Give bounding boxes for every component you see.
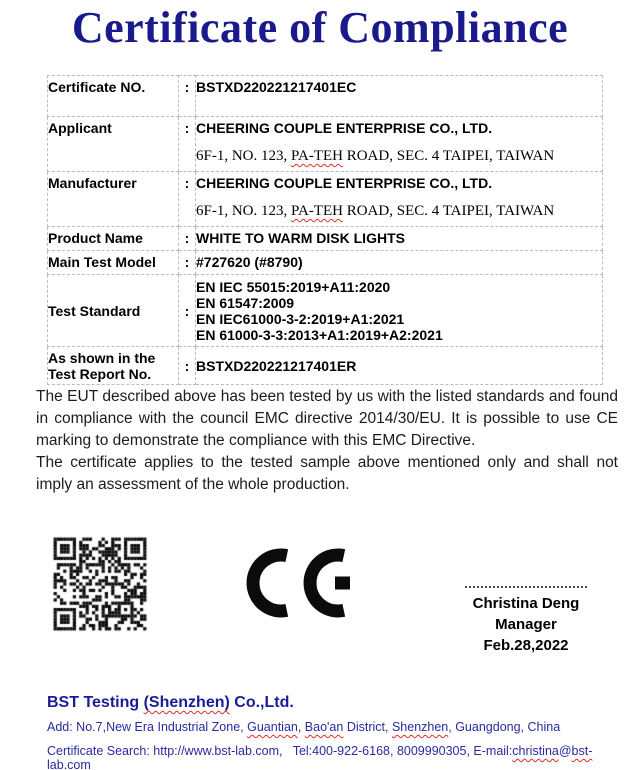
table-row-manufacturer <box>48 172 603 227</box>
text-segment: , <box>297 720 305 734</box>
value-line <box>196 254 602 270</box>
row-colon: : <box>179 172 196 227</box>
row-label: Product Name <box>48 227 179 251</box>
signatory-name: Christina Deng <box>472 595 580 612</box>
text-segment: CHEERING COUPLE ENTERPRISE CO., LTD. <box>196 120 493 136</box>
signature-line <box>465 586 587 588</box>
value-line <box>196 230 602 246</box>
footer <box>47 694 607 770</box>
row-colon: : <box>179 275 196 347</box>
text-segment: EN 61547:2009 <box>196 295 295 311</box>
text-segment: EN 61000-3-3:2013+A1:2019+A2:2021 <box>196 327 443 343</box>
value-line <box>196 120 602 136</box>
signature-date: Feb.28,2022 <box>483 637 569 654</box>
row-label: Manufacturer <box>48 172 179 227</box>
text-segment: 6F-1, NO. 123, <box>196 203 292 219</box>
row-colon: : <box>179 227 196 251</box>
statement-paragraph: The EUT described above has been tested by us with the listed standards and found in compliance with the council EMC directive 2014/30/EU. It is possible to use CE marking to demonstrate the compliance with this EMC Directive. <box>36 388 618 449</box>
text-segment: ROAD, SEC. 4 TAIPEI, TAIWAN <box>342 148 555 164</box>
table-row-applicant <box>48 117 603 172</box>
row-label: Applicant <box>48 117 179 172</box>
row-label: Main Test Model <box>48 251 179 275</box>
value-line <box>196 79 602 95</box>
row-value <box>196 275 603 347</box>
ce-mark-logo <box>246 548 352 618</box>
value-line <box>196 279 602 295</box>
value-line <box>196 147 602 164</box>
text-segment: , Guangdong, China <box>448 720 561 734</box>
row-value <box>196 76 603 117</box>
text-segment: BST Testing <box>47 694 144 711</box>
table-row-certificate-no <box>48 76 603 117</box>
row-label: As shown in the Test Report No. <box>48 347 179 385</box>
qr-code <box>52 536 148 632</box>
text-segment: ROAD, SEC. 4 TAIPEI, TAIWAN <box>342 203 555 219</box>
certificate-table <box>47 75 603 385</box>
signatory-title: Manager <box>495 616 557 633</box>
statement-paragraph: The certificate applies to the tested sample above mentioned only and shall not imply an assessment of the whole production. <box>36 454 618 493</box>
table-row-main-test-model <box>48 251 603 275</box>
text-segment: EN IEC61000-3-2:2019+A1:2021 <box>196 311 405 327</box>
value-line <box>196 311 602 327</box>
row-colon: : <box>179 251 196 275</box>
text-segment: #727620 (#8790) <box>196 254 303 270</box>
row-colon: : <box>179 347 196 385</box>
lab-address <box>47 720 607 734</box>
row-value <box>196 227 603 251</box>
value-line <box>196 327 602 343</box>
row-label: Certificate NO. <box>48 76 179 117</box>
table-row-product-name <box>48 227 603 251</box>
value-line <box>196 202 602 219</box>
text-segment: BSTXD220221217401ER <box>196 358 357 374</box>
spellcheck-flagged-text: bst-lab <box>47 744 593 770</box>
lab-company-name <box>47 694 607 712</box>
spellcheck-flagged-text: PA-TEH <box>291 148 343 164</box>
spellcheck-flagged-text: Bao'an <box>304 720 344 734</box>
value-line <box>196 295 602 311</box>
signature-block <box>430 586 622 656</box>
spellcheck-flagged-text: PA-TEH <box>291 203 343 219</box>
row-value <box>196 251 603 275</box>
spellcheck-flagged-text: christina <box>512 744 559 758</box>
text-segment: Add: No.7,New Era Industrial Zone, <box>47 720 248 734</box>
row-value <box>196 117 603 172</box>
value-line <box>196 175 602 191</box>
text-segment: District, <box>343 720 392 734</box>
text-segment: @ <box>558 744 572 758</box>
table-row-test-report-no <box>48 347 603 385</box>
text-segment: Certificate Search: http://www.bst-lab.com, Tel:400-922-6168, 8009990305, E-mail: <box>47 744 513 758</box>
table-row-test-standard <box>48 275 603 347</box>
row-label: Test Standard <box>48 275 179 347</box>
spellcheck-flagged-text: Guantian <box>247 720 298 734</box>
row-value <box>196 172 603 227</box>
text-segment: EN IEC 55015:2019+A11:2020 <box>196 279 391 295</box>
row-value <box>196 347 603 385</box>
text-segment: .com <box>63 758 91 770</box>
lab-contact <box>47 744 607 770</box>
page-title: Certificate of Compliance <box>71 3 569 52</box>
row-colon: : <box>179 76 196 117</box>
spellcheck-flagged-text: (Shenzhen) <box>143 694 230 711</box>
text-segment: BSTXD220221217401EC <box>196 79 357 95</box>
text-segment: CHEERING COUPLE ENTERPRISE CO., LTD. <box>196 175 493 191</box>
text-segment: Co.,Ltd. <box>229 694 294 711</box>
row-colon: : <box>179 117 196 172</box>
compliance-statement <box>36 386 618 496</box>
text-segment: WHITE TO WARM DISK LIGHTS <box>196 230 405 246</box>
spellcheck-flagged-text: Shenzhen <box>391 720 449 734</box>
value-line <box>196 358 602 374</box>
text-segment: 6F-1, NO. 123, <box>196 148 292 164</box>
